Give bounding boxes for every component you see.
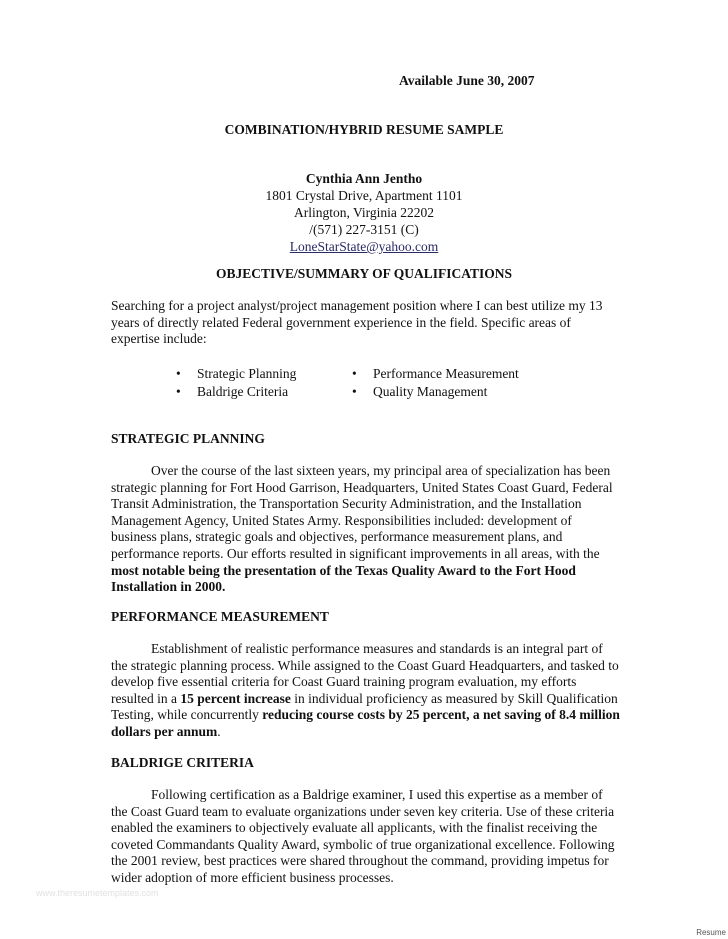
- expertise-item: • Performance Measurement: [352, 365, 519, 383]
- expertise-item: • Quality Management: [352, 383, 519, 401]
- objective-heading: OBJECTIVE/SUMMARY OF QUALIFICATIONS: [215, 266, 513, 281]
- watermark-text: www.theresumetemplates.com: [36, 888, 159, 898]
- corner-label: Resume: [696, 928, 726, 937]
- performance-measurement-text: Establishment of realistic performance measures and standards is an integral part of the strategic planning process. While assigned to the Coast Guard Headquarters, and tasked to develop five essential criteria for Coast Guard training program evaluation, my efforts resulted in a 15 percent increase in individual proficiency as measured by Skill Qualification Testing, while concurrently reducing course costs by 25 percent, a net saving of 8.4 million dollars per annum.: [111, 641, 620, 739]
- performance-highlight-2: reducing course costs by 25 percent, a net saving of 8.4 million dollars per annum: [111, 707, 620, 739]
- contact-address-line-2: Arlington, Virginia 22202: [293, 205, 435, 220]
- expertise-list-right: [352, 365, 519, 401]
- strategic-planning-highlight: most notable being the presentation of the Texas Quality Award to the Fort Hood Installation in 2000.: [111, 562, 576, 595]
- strategic-planning-heading: STRATEGIC PLANNING: [111, 431, 265, 446]
- expertise-item: • Baldrige Criteria: [176, 383, 296, 401]
- contact-block: [0, 170, 728, 255]
- performance-highlight-1: 15 percent increase: [180, 690, 291, 706]
- expertise-item: • Strategic Planning: [176, 365, 296, 383]
- contact-email-link[interactable]: LoneStarState@yahoo.com: [289, 239, 439, 254]
- contact-address-line-1: 1801 Crystal Drive, Apartment 1101: [265, 188, 463, 203]
- availability-date: Available June 30, 2007: [399, 73, 535, 88]
- document-title: COMBINATION/HYBRID RESUME SAMPLE: [224, 122, 504, 137]
- objective-text: Searching for a project analyst/project management position where I can best utilize my 13 years of directly related Federal government experience in the field. Specific areas of expertise include:: [111, 298, 603, 347]
- performance-measurement-heading: PERFORMANCE MEASUREMENT: [111, 609, 329, 624]
- contact-name: Cynthia Ann Jentho: [305, 171, 423, 186]
- expertise-list-left: [176, 365, 296, 401]
- baldrige-criteria-text: Following certification as a Baldrige examiner, I used this expertise as a member of the Coast Guard team to evaluate organizations under seven key criteria. Use of these criteria enabled the examiners to objectively evaluate all applicants, with the finalist receiving the coveted Commandants Quality Award, symbolic of true organizational excellence. Following the 2001 review, best practices were shared throughout the command, providing impetus for wider adoption of more efficient business processes.: [111, 787, 615, 885]
- baldrige-criteria-heading: BALDRIGE CRITERIA: [111, 755, 254, 770]
- contact-phone: /(571) 227-3151 (C): [309, 222, 419, 237]
- strategic-planning-text: Over the course of the last sixteen years, my principal area of specialization has been strategic planning for Fort Hood Garrison, Headquarters, United States Coast Guard, Federal Transit Administration, the Transportation Security Administration, and the Installation Management Agency, United States Army. Responsibilities included: development of business plans, strategic goals and objectives, performance measurement plans, and performance reports. Our efforts resulted in significant improvements in all areas, with the most notable being the presentation of the Texas Quality Award to the Fort Hood Installation in 2000.: [111, 463, 613, 595]
